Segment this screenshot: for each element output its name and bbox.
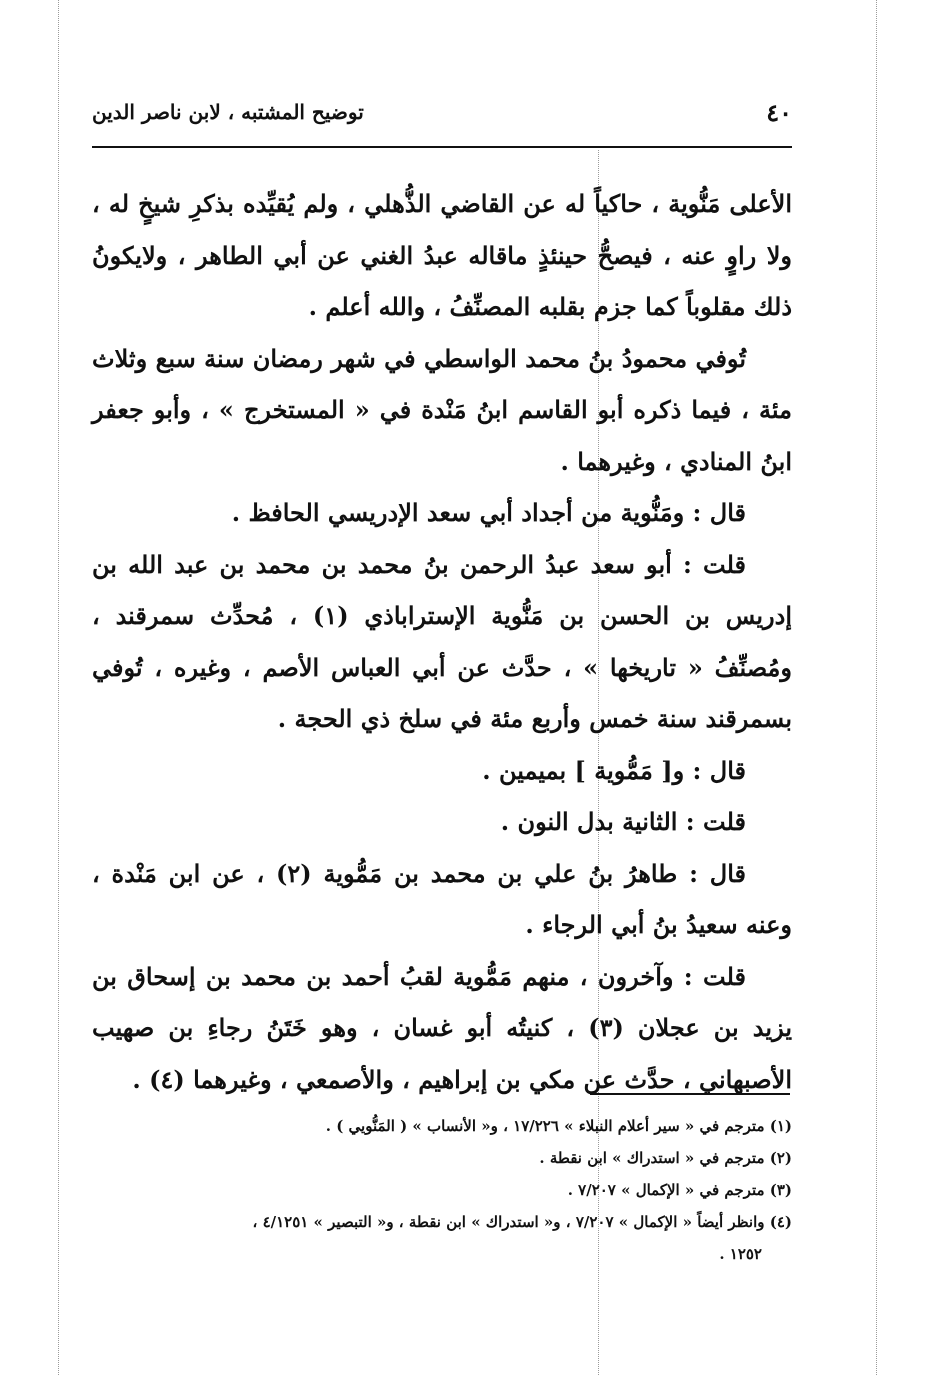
footnote-continuation: ١٢٥٢ . (719, 1245, 762, 1263)
paragraph: قال : ومَنُّوية من أجداد أبي سعد الإدريسي الحافظ . (231, 498, 746, 527)
paragraph: قال : طاهرُ بنُ علي بن محمد بن مَمُّوية (٢) ، عن ابن مَنْدة ، وعنه سعيدُ بنُ أبي الرجاء . (92, 858, 792, 939)
scan-guide-line (58, 0, 59, 1375)
main-text (92, 178, 792, 1105)
page-header (92, 96, 792, 136)
paragraph: الأعلى مَنُّوية ، حاكياً له عن القاضي الذُّهلي ، ولم يُقيِّده بذكرِ شيخٍ له ، ولا راوٍ عنه ، فيصحُّ حينئذٍ ماقاله عبدُ الغني عن أبي الطاهر ، ولايكونُ ذلك مقلوباً كما جزم بقلبه المصنِّفُ ، والله أعلم . (92, 189, 792, 321)
paragraph: قلت : وآخرون ، منهم مَمُّوية لقبُ أحمد بن محمد بن إسحاق بن يزيد بن عجلان (٣) ، كنيتُه أبو غسان ، وهو خَتَنُ رجاءِ بن صهيب الأصبهاني ، حدَّث عن مكي بن إبراهيم ، والأصمعي ، وغيرهما (٤) . (92, 961, 793, 1094)
running-title: توضيح المشتبه ، لابن ناصر الدين (92, 100, 364, 124)
page-number: ٤٠ (766, 98, 792, 127)
paragraph: تُوفي محمودُ بنُ محمد الواسطي في شهر رمضان سنة سبع وثلاث مئة ، فيما ذكره أبو القاسم ابنُ مَنْدة في « المستخرج » ، وأبو جعفر ابنُ المنادي ، وغيرهما . (92, 343, 792, 476)
footnote: (١) مترجم في « سير أعلام النبلاء » ١٧/٢٢٦ ، و« الأنساب » ( المَنُّويي ) . (325, 1117, 792, 1135)
header-divider (92, 146, 792, 148)
footnotes (92, 1110, 792, 1270)
footnote-divider (590, 1093, 790, 1095)
paragraph: قال : و[ مَمُّوية ] بميمين . (482, 755, 746, 785)
footnote: (٣) مترجم في « الإكمال » ٧/٢٠٧ . (567, 1181, 792, 1199)
paragraph: قلت : أبو سعد عبدُ الرحمن بنُ محمد بن محمد بن عبد الله بن إدريس بن الحسن بن مَنُّوية الإستراباذي (١) ، مُحدِّث سمرقند ، ومُصنِّفُ « تاريخها » ، حدَّث عن أبي العباس الأصم ، وغيره ، تُوفي بسمرقند سنة خمس وأربع مئة في سلخ ذي الحجة . (92, 549, 792, 733)
footnote: (٢) مترجم في « استدراك » ابن نقطة . (539, 1149, 792, 1167)
footnote: (٤) وانظر أيضاً « الإكمال » ٧/٢٠٧ ، و« استدراك » ابن نقطة ، و« التبصير » ٤/١٢٥١ ، (252, 1213, 792, 1231)
scan-guide-line (876, 0, 877, 1375)
paragraph: قلت : الثانية بدل النون . (500, 807, 746, 836)
